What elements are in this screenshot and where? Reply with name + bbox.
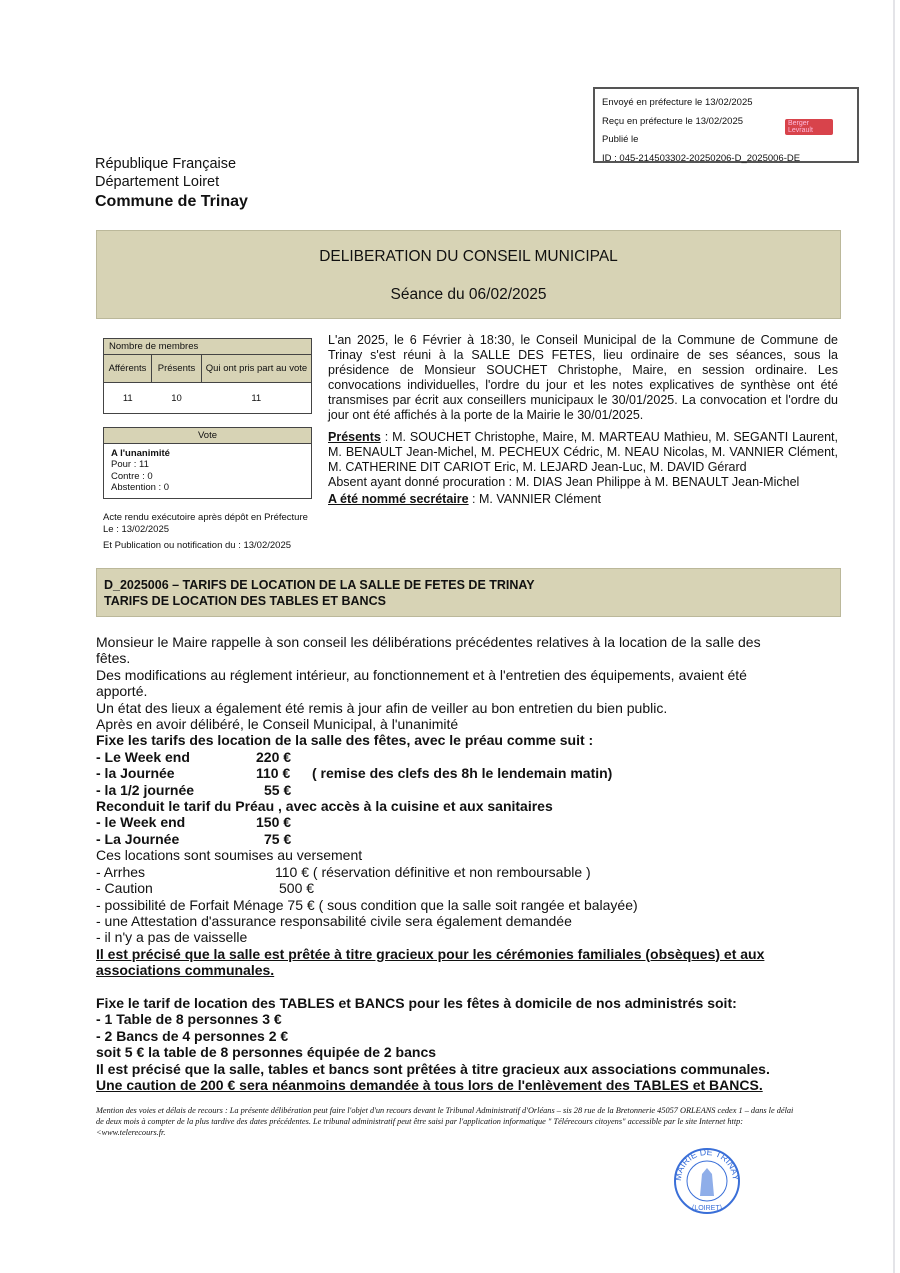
preau-heading: Reconduit le tarif du Préau , avec accès à la cuisine et aux sanitaires (96, 798, 553, 815)
sent-date: Envoyé en préfecture le 13/02/2025 (602, 97, 753, 108)
tariff-label: - La Journée (96, 830, 180, 847)
tariff-label: - Le Week end (96, 748, 190, 765)
deposit-note: ( réservation définitive et non remboursable ) (309, 863, 591, 880)
body-line: fêtes. (96, 650, 131, 667)
caution-price: 500 € (279, 880, 315, 897)
secretary-label: A été nommé secrétaire (328, 492, 469, 506)
tables-line: soit 5 € la table de 8 personnes équipée de 2 bancs (96, 1044, 437, 1061)
members-caption: Nombre de membres (104, 339, 312, 355)
vote-table (103, 427, 312, 499)
published-date: Publié le (602, 134, 639, 145)
body-line: apporté. (96, 683, 148, 700)
value-voters: 11 (202, 383, 312, 414)
deliberation-body (96, 634, 876, 1093)
received-date: Reçu en préfecture le 13/02/2025 (602, 115, 744, 127)
tables-caution: Une caution de 200 € sera néanmoins demandée à tous lors de l'enlèvement des TABLES et BANCS. (96, 1076, 763, 1093)
execution-note (103, 512, 318, 552)
free-use-note: Il est précisé que la salle est prêtée à titre gracieux pour les cérémonies familiales (obsèques) et aux (96, 945, 765, 962)
tariff-label: - la 1/2 journée (96, 781, 195, 798)
header-afferents: Afférents (104, 355, 152, 383)
tables-heading: Fixe le tarif de location des TABLES et BANCS pour les fêtes à domicile de nos administrés soit: (96, 994, 737, 1011)
deposit-price: 110 € (275, 863, 309, 880)
body-line: Monsieur le Maire rappelle à son conseil les délibérations précédentes relatives à la location de la salle des (96, 634, 761, 650)
vote-for: Pour : 11 (111, 459, 149, 470)
body-line: - il n'y a pas de vaisselle (96, 929, 248, 946)
acte-line: Acte rendu exécutoire après dépôt en Préfecture (103, 512, 308, 523)
act-id: ID : 045-214503302-20250206-D_2025006-DE (602, 152, 801, 164)
tariff-price: 150 € (256, 814, 292, 831)
deposit-label: - Arrhes (96, 863, 146, 880)
publication-date: Et Publication ou notification du : 13/02/2025 (103, 540, 292, 551)
tables-line: Il est précisé que la salle, tables et bancs sont prêtées à titre gracieux aux associations communales. (96, 1060, 770, 1077)
vote-against: Contre : 0 (111, 470, 153, 482)
body-line: Un état des lieux a également été remis à jour afin de veiller au bon entretien du bien public. (96, 699, 668, 716)
tariff-label: - le Week end (96, 814, 186, 831)
subject-line-2: TARIFS DE LOCATION DES TABLES ET BANCS (104, 593, 386, 608)
vote-caption: Vote (104, 428, 312, 444)
vote-abstention: Abstention : 0 (111, 482, 170, 493)
subject-line-1: D_2025006 – TARIFS DE LOCATION DE LA SALLE DE FETES DE TRINAY (104, 578, 535, 592)
presents-label: Présents (328, 430, 381, 444)
issuer-header (95, 155, 248, 212)
tariff-heading: Fixe les tarifs des location de la salle des fêtes, avec le préau comme suit : (96, 732, 594, 749)
tariff-price: 220 € (256, 748, 292, 765)
prefecture-box (593, 87, 859, 163)
title-band (96, 230, 841, 319)
presents-list: : M. SOUCHET Christophe, Maire, M. MARTEAU Mathieu, M. SEGANTI Laurent, M. BENAULT Jean-Michel, M. PECHEUX Cédric, M. NEAU Nicolas, M. VANNIER Clément, M. CATHERINE DIT CARIOT Eric, M. LEJARD Jean-Luc, M. DAVID Gérard (328, 430, 838, 474)
caution-label: - Caution (96, 880, 153, 897)
tariff-label: - la Journée (96, 765, 175, 782)
stamp-top-text: MAIRIE DE TRINAY (672, 1146, 742, 1182)
body-line: Ces locations sont soumises au versement (96, 847, 363, 864)
commune-label: Commune de Trinay (95, 193, 248, 210)
mairie-stamp-icon (672, 1146, 742, 1216)
tables-line: - 1 Table de 8 personnes 3 € (96, 1011, 282, 1028)
department-label: Département Loiret (95, 174, 220, 190)
tariff-note: ( remise des clefs des 8h le lendemain matin) (312, 765, 613, 782)
members-table (103, 338, 312, 414)
header-voters: Qui ont pris part au vote (202, 355, 312, 383)
berger-levrault-logo: Berger Levrault (785, 119, 833, 135)
appeal-notice: Mention des voies et délais de recours : La présente délibération peut faire l'objet d'un recours devant le Tribunal Administratif d'Orléans – sis 28 rue de la Bretonnerie 45057 ORLEANS cedex 1 – dans le délai de deux mois à compter de la plus tardive des dates précédentes. Le tribunal administratif peut être saisi par l'application informatique " Télérecours citoyens" accessible par le site Internet http:<www.telerecours.fr. (96, 1106, 794, 1137)
value-presents: 10 (152, 383, 202, 414)
free-use-note: associations communales. (96, 962, 275, 979)
body-line: - possibilité de Forfait Ménage 75 € ( sous condition que la salle soit rangée et balayée) (96, 896, 638, 913)
page-edge (893, 0, 895, 1273)
vote-result: A l'unanimité (111, 447, 170, 459)
subject-band (96, 568, 841, 617)
stamp-bottom-text: (LOIRET) (692, 1205, 722, 1212)
body-line: - une Attestation d'assurance responsabilité civile sera également demandée (96, 912, 572, 929)
body-line: Après en avoir délibéré, le Conseil Municipal, à l'unanimité (96, 716, 459, 733)
tariff-price: 110 € (256, 765, 291, 782)
absent-proxy: Absent ayant donné procuration : M. DIAS Jean Philippe à M. BENAULT Jean-Michel (328, 475, 800, 489)
session-intro (328, 333, 838, 507)
tariff-price: 75 € (264, 830, 292, 847)
value-afferents: 11 (104, 383, 152, 414)
tables-line: - 2 Bancs de 4 personnes 2 € (96, 1027, 289, 1044)
intro-paragraph: L'an 2025, le 6 Février à 18:30, le Conseil Municipal de la Commune de Commune de Trinay s'est réuni à la SALLE DES FETES, lieu ordinaire de ses séances, sous la présidence de Monsieur SOUCHET Christophe, Maire, en session ordinaire. Les convocations individuelles, l'ordre du jour et les notes explicatives de synthèse ont été transmises par écrit aux conseillers municipaux le 30/01/2025. La convocation et l'ordre du jour ont été affichés à la porte de la Mairie le 30/01/2025. (328, 333, 838, 422)
header-presents: Présents (152, 355, 202, 383)
acte-date: Le : 13/02/2025 (103, 524, 170, 535)
secretary-name: : M. VANNIER Clément (468, 492, 602, 506)
document-title: DELIBERATION DU CONSEIL MUNICIPAL (319, 248, 618, 265)
republic-label: République Française (95, 156, 237, 172)
tariff-price: 55 € (264, 781, 292, 798)
session-date: Séance du 06/02/2025 (390, 286, 547, 303)
body-line: Des modifications au réglement intérieur, au fonctionnement et à l'entretien des équipements, avaient été (96, 666, 747, 683)
